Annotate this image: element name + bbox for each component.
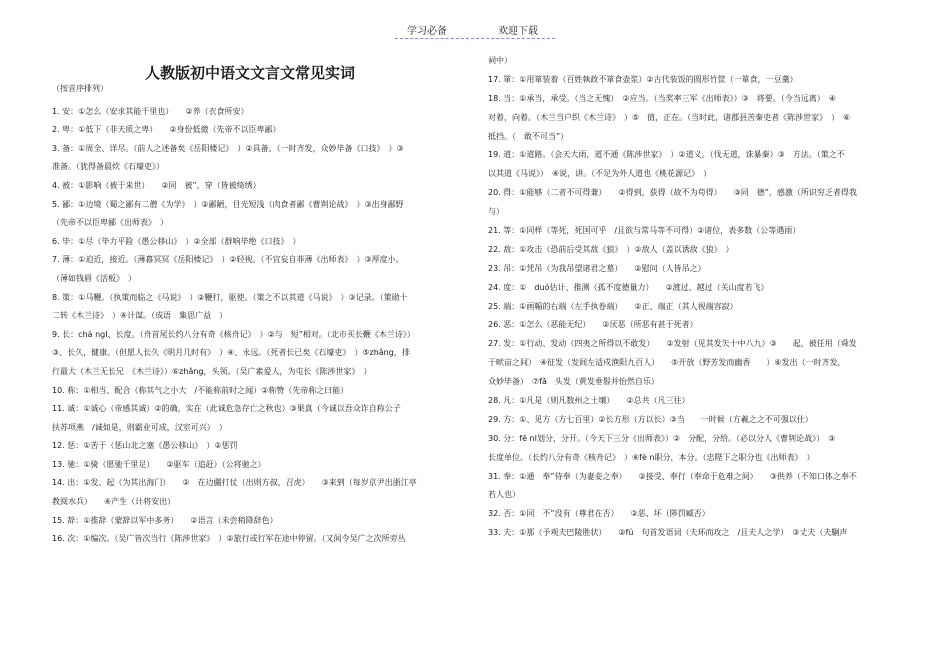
entry-line [52, 549, 452, 568]
entry-line: 20. 得：①能够（二者不可得兼） ②得到，获得（故不为苟得） ③同 德”，感激（所识穷乏者得我 [488, 188, 857, 198]
entry-line: （薄如钱唇《活板》 ） [52, 273, 136, 283]
entry-line: 教阅水兵） ④产生（计将安出） [52, 497, 176, 507]
entry-line: 于畎亩之间） ④征发（发闾左适戍渔阳九百人） ⑤开放（野芳发而幽香 ）⑥发出（一时齐发， [488, 358, 846, 368]
entry-line: 14. 出：①发、起（为其出海门） ② 在边疆打仗（出则方叔，召虎） ③来到（每岁京尹出浙江亭 [52, 478, 417, 488]
entry-line: 30. 分：fē nⅠ划分，分开。（今天下三分《出师表》）② 分配，分给。（必以分人《曹刿论战》） ③ [488, 433, 836, 443]
entry-line: 13. 驰：①骑（愿驰千里足） ②驱车（追赶）（公将驰之） [52, 459, 266, 469]
entry-line: 9. 长：chá ngⅠ、长度。（舟首尾长约八分有奇《核舟记》 ）②与 短”相对。（北市买长鞭《木兰诗》） [52, 329, 415, 339]
header-left-text: 学习必备 [407, 26, 447, 37]
entry-line: 10. 称：①相当、配合（称其气之小大 /不能称前时之闻）②称赞（先帝称之曰能） [52, 385, 349, 395]
entry-line [488, 543, 908, 562]
entry-line: 19. 道：①道路。（会天大雨，道不通《陈涉世家》 ）②道义。（伐无道，诛暴秦）③ 方法。（策之不 [488, 150, 845, 160]
entry-line: 26. 恶：①怎么（恶能无纪） ②厌恶（所恶有甚于死者） [488, 320, 698, 330]
entry-line: 25. 端：①画幅的右端（左手执卷端） ②正、端正（其人视端容寂） [488, 301, 738, 311]
sort-note: （按音序排列） [52, 84, 108, 93]
entry-line: 二转《木兰诗》 ）④计谋。（成语 集思广益 ） [52, 311, 228, 321]
entry-line: 29. 方：①、见方（方七百里）②长方形（方以长）③当 一时候（方羲之之不可强以仕） [488, 414, 813, 424]
entry-line: 23. 吊：①凭吊（为我吊望诸君之墓） ②慰问（人皆吊之） [488, 263, 706, 273]
entry-line: 与） [488, 207, 504, 217]
entry-line: 5. 鄙：①边境（蜀之鄙有二僧《为学》 ）②鄙陋，目光短浅（肉食者鄙《曹刿论战》 ）③出身鄙野 [52, 199, 404, 209]
entry-line: 8. 策：①马鞭。（执策而临之《马说》 ）②鞭打，驱使。（策之不以其道《马说》 ）③记录。（策勋十 [52, 292, 408, 302]
entry-line: 21. 等：①同样（等死，死国可乎 /且欲与常马等不可得）②诸位，表多数（公等遇雨） [488, 226, 801, 236]
document-title: 人教版初中语文文言文常见实词 [145, 64, 356, 82]
entry-line: 2. 卑：①低下（非天质之卑） ②身份低微（先帝不以臣卑鄙） [52, 125, 281, 135]
entry-line: 27. 发：①行动、发动（四夷之所得以不敢发） ②发射（见其发矢十中八九）③ 起，被任用（舜发 [488, 339, 857, 349]
entry-line: 准备。（犹得备晨炊《石壕吏》） [52, 162, 164, 172]
entry-line: 33. 夫：①那（予观夫巴陵胜状） ②fú 句首发语词（夫环而攻之 /且夫人之学） ③丈夫（夫駉声 [488, 528, 848, 538]
entry-line: 3. 备：①周全、详尽。（前人之述备矣《岳阳楼记》 ）②具备。（一时齐发，众妙毕备《口技》 ）③ [52, 143, 404, 153]
entry-line: 6. 毕：①尽（毕力平险《愚公移山》 ）②全部（群响毕绝《口技》 ） [52, 236, 301, 246]
entry-line: 22. 敌：①攻击（恐前后受其敌《狼》 ）②敌人（盖以诱敌《狼》 ） [488, 244, 734, 254]
right-column [488, 52, 908, 638]
entry-line: 18. 当：①承当，承受。（当之无愧） ②应当。（当奖率三军《出师表》）③ 将要。（今当远离） ④ [488, 93, 836, 103]
entry-line: 扶苏项燕 /诚如是，则霸业可成，汉室可兴） ） [52, 422, 227, 432]
entry-line: 长度单位。（长约八分有奇《核舟记》 ）④fè n职分，本分。（忠陛下之职分也《出师表》 ） [488, 452, 815, 462]
entry-line: 16. 次：①编次。（吴广皆次当行《陈涉世家》 ）②旅行或行军在途中停留。（又间令吴广之次所旁丛 [52, 534, 406, 544]
entry-line: 4. 被：①影响（被于来世） ②同 被”，穿（皆被绮绣） [52, 180, 261, 190]
entry-line: 7. 薄：①迫近，接近。（薄暮冥冥《岳阳楼记》 ）②轻视。（不宜妄自菲薄《出师表》 ）③厚度小。 [52, 255, 404, 265]
entry-line [488, 581, 908, 600]
entry-line [488, 600, 908, 619]
entry-line: 众妙毕备） ⑦fǎ 头发（黄发垂髫并怡然自乐） [488, 377, 659, 387]
entry-line: 32. 否：①同 不”没有（尊君在否） ②恶、坏（陟罚臧否） [488, 509, 710, 519]
entry-line [488, 562, 908, 581]
left-column [52, 80, 452, 567]
entry-line: 28. 凡：①凡是（则凡数州之土壤） ②总共（凡三往） [488, 396, 690, 406]
entry-line: 24. 度：① duó估计、推测（孤不度德量力） ②渡过、越过（关山度若飞） [488, 282, 769, 292]
entry-line: （先帝不以臣卑鄙《出师表》 ） [52, 218, 168, 228]
entry-line: 15. 辞：①推辞（蒙辞以军中多务） ②语言（未尝稍降辞色） [52, 515, 278, 525]
entry-line: 若人也） [488, 490, 520, 500]
entry-line: 行最大（木兰无长兄 《木兰诗》）⑥zhǎng，头领。（吴广素爱人，为屯长《陈涉世家》 ） [52, 366, 372, 376]
entry-line [488, 619, 908, 638]
entry-line: 1. 安：①怎么（安求其能千里也） ②养（衣食所安） [52, 106, 249, 116]
entry-line: 17. 箪：①用箪装着（百姓執政不箪食壶浆）②古代装饭的圆形竹筐（一箪食，一豆羹） [488, 74, 798, 84]
entry-line: 31. 奉：①通 奉”侍奉（为妻妾之奉） ②接受、奉行（奉命于危难之间） ③供养（不知口体之奉不 [488, 471, 857, 481]
page-header [395, 22, 555, 39]
entry-line: 祠中） [488, 56, 512, 65]
header-right-text: 欢迎下载 [498, 26, 538, 37]
entry-line: 对着，向着。（木兰当户织《木兰诗》 ）⑤ 值，正在。（当时此，诸郡县苦秦吏者《陈涉世家》 ） ⑥ [488, 112, 851, 122]
entry-line: ③、长久，健康。（但愿人长久《明月几时有》 ）④、永远。（死者长已矣《石壕吏》 ）⑤zhǎng，排 [52, 348, 410, 358]
entry-line: 抵挡。（ 敢不可当”） [488, 131, 569, 141]
entry-line: 12. 惩：①苦于（惩山北之塞《愚公移山》 ）②惩罚 [52, 441, 238, 451]
entry-line: 以其道《马说》） ④说，讲。（不足为外人道也《桃花源记》 ） [488, 169, 712, 179]
entry-line: 11. 诚：①诚心（帝感其诚）②的确，实在（此诚危急存亡之秋也）③果真（今诚以吾众诈自称公子 [52, 404, 401, 414]
